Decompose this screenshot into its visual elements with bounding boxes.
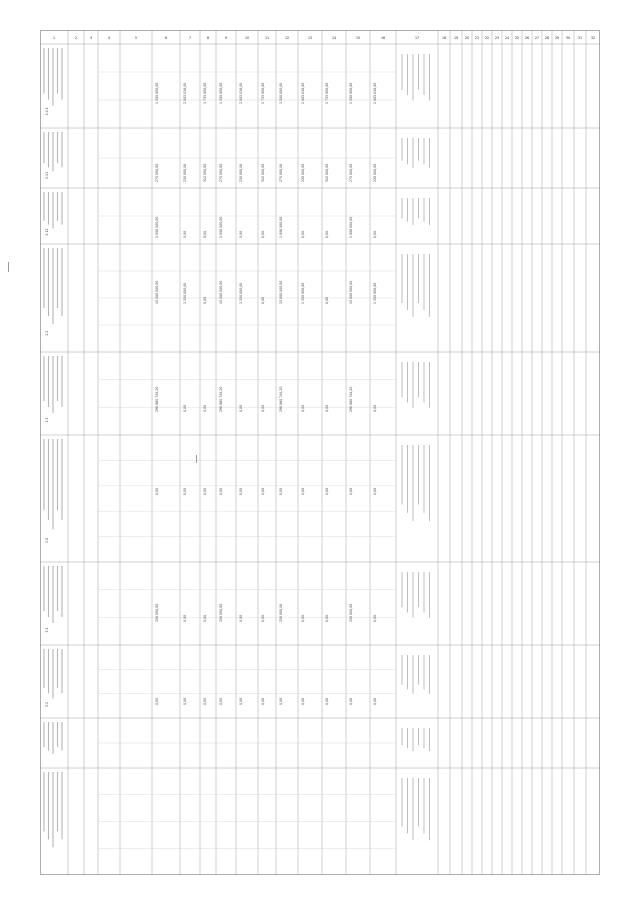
cell-value: 0,00 — [301, 230, 305, 238]
cell-value: 312 000,00 — [261, 163, 265, 182]
section-code: 2.4.1 — [45, 107, 49, 116]
cell-value: 275 000,00 — [155, 163, 159, 182]
cell-value: 0,00 — [155, 487, 159, 495]
column-number: 30 — [565, 36, 571, 40]
column-number: 28 — [544, 36, 550, 40]
cell-value: 0,00 — [261, 404, 265, 412]
cell-value: 0,00 — [325, 614, 329, 622]
cell-value: 0,00 — [183, 487, 187, 495]
column-number: 27 — [534, 36, 540, 40]
column-number: 32 — [590, 36, 596, 40]
section-code: 2.2 — [45, 330, 49, 336]
cell-value: 15 000 000,00 — [155, 280, 159, 304]
column-number: 22 — [484, 36, 490, 40]
cell-value: 0,00 — [261, 697, 265, 705]
cell-value: 15 000 000,00 — [219, 280, 223, 304]
section-code: 2.11 — [45, 171, 49, 179]
column-number: 26 — [524, 36, 530, 40]
column-number: 4 — [107, 36, 111, 40]
cell-value: 0,00 — [349, 697, 353, 705]
column-number: 1 — [52, 36, 56, 40]
stray-mark — [196, 455, 197, 463]
column-number: 6 — [164, 36, 168, 40]
cell-value: 0,00 — [325, 487, 329, 495]
column-number: 11 — [264, 36, 270, 40]
column-number: 13 — [307, 36, 313, 40]
cell-value: 0,00 — [261, 296, 265, 304]
column-number: 18 — [441, 36, 447, 40]
column-number: 20 — [464, 36, 470, 40]
cell-value: 312 000,00 — [203, 163, 207, 182]
rotated-table-sheet — [40, 30, 600, 875]
cell-value: 1 735 000,00 — [325, 82, 329, 104]
cell-value: 298 860 744,20 — [279, 386, 283, 412]
column-number: 9 — [224, 36, 228, 40]
column-number: 12 — [284, 36, 290, 40]
cell-value: 0,00 — [349, 487, 353, 495]
cell-value: 1 500 000,00 — [219, 82, 223, 104]
cell-value: 15 000 000,00 — [279, 280, 283, 304]
cell-value: 1 350 000,00 — [373, 282, 377, 304]
column-number: 3 — [89, 36, 93, 40]
cell-value: 1 350 000,00 — [301, 282, 305, 304]
cell-value: 275 000,00 — [279, 163, 283, 182]
column-number: 14 — [331, 36, 337, 40]
cell-value: 2 005 018,00 — [301, 82, 305, 104]
cell-value: 0,00 — [183, 697, 187, 705]
cell-value: 0,00 — [219, 697, 223, 705]
cell-value: 0,00 — [325, 697, 329, 705]
cell-value: 230 000,00 — [301, 163, 305, 182]
cell-value: 0,00 — [239, 230, 243, 238]
cell-value: 0,00 — [183, 230, 187, 238]
section-code: 2.12 — [45, 228, 49, 236]
column-number: 2 — [74, 36, 78, 40]
cell-value: 0,00 — [373, 487, 377, 495]
cell-value: 0,00 — [279, 487, 283, 495]
cell-value: 2 005 018,00 — [183, 82, 187, 104]
column-number: 16 — [380, 36, 386, 40]
cell-value: 0,00 — [325, 404, 329, 412]
cell-value: 230 000,00 — [239, 163, 243, 182]
cell-value: 0,00 — [261, 230, 265, 238]
cell-value: 0,00 — [239, 487, 243, 495]
cell-value: 298 860 744,20 — [155, 386, 159, 412]
cell-value: 1 500 000,00 — [349, 82, 353, 104]
cell-value: 1 735 000,00 — [203, 82, 207, 104]
cell-value: 0,00 — [373, 230, 377, 238]
cell-value: 1 500 000,00 — [279, 82, 283, 104]
cell-value: 0,00 — [301, 404, 305, 412]
cell-value: 0,00 — [239, 404, 243, 412]
section-code: 3.2 — [45, 701, 49, 708]
cell-value: 0,00 — [183, 404, 187, 412]
cell-value: 1 008 000,00 — [279, 216, 283, 238]
column-number: 25 — [514, 36, 520, 40]
cell-value: 250 000,00 — [155, 603, 159, 622]
cell-value: 0,00 — [373, 614, 377, 622]
column-number: 19 — [453, 36, 459, 40]
cell-value: 0,00 — [203, 487, 207, 495]
cell-value: 230 000,00 — [183, 163, 187, 182]
cell-value: 0,00 — [325, 296, 329, 304]
cell-value: 250 000,00 — [219, 603, 223, 622]
cell-value: 0,00 — [301, 487, 305, 495]
stray-mark — [8, 262, 9, 272]
cell-value: 0,00 — [203, 296, 207, 304]
cell-value: 0,00 — [219, 487, 223, 495]
cell-value: 1 008 000,00 — [155, 216, 159, 238]
cell-value: 275 000,00 — [349, 163, 353, 182]
cell-value: 230 000,00 — [373, 163, 377, 182]
cell-value: 275 000,00 — [219, 163, 223, 182]
column-number: 7 — [188, 36, 192, 40]
cell-value: 0,00 — [373, 404, 377, 412]
cell-value: 1 008 000,00 — [219, 216, 223, 238]
section-code: 2.3 — [45, 417, 49, 423]
cell-value: 0,00 — [325, 230, 329, 238]
cell-value: 1 008 000,00 — [349, 216, 353, 238]
cell-value: 0,00 — [261, 487, 265, 495]
column-number: 29 — [554, 36, 560, 40]
cell-value: 0,00 — [239, 614, 243, 622]
cell-value: 1 350 000,00 — [183, 282, 187, 304]
cell-value: 0,00 — [373, 697, 377, 705]
cell-value: 0,00 — [239, 697, 243, 705]
cell-value: 15 000 000,00 — [349, 280, 353, 304]
cell-value: 298 860 744,20 — [219, 386, 223, 412]
cell-value: 0,00 — [301, 614, 305, 622]
cell-value: 0,00 — [203, 404, 207, 412]
cell-value: 1 350 000,00 — [239, 282, 243, 304]
cell-value: 2 005 018,00 — [239, 82, 243, 104]
cell-value: 0,00 — [203, 614, 207, 622]
column-number: 31 — [577, 36, 583, 40]
section-code: 3.1 — [45, 627, 49, 633]
cell-value: 0,00 — [203, 230, 207, 238]
table-border — [41, 31, 600, 875]
column-number: 17 — [414, 36, 420, 40]
cell-value: 0,00 — [279, 697, 283, 705]
column-number: 5 — [134, 36, 138, 40]
column-number: 21 — [474, 36, 480, 40]
column-number: 24 — [504, 36, 510, 40]
cell-value: 1 735 000,00 — [261, 82, 265, 104]
cell-value: 250 000,00 — [349, 603, 353, 622]
column-number: 10 — [244, 36, 250, 40]
cell-value: 0,00 — [203, 697, 207, 705]
column-number: 23 — [494, 36, 500, 40]
section-code: 2.8 — [45, 537, 49, 543]
column-number: 15 — [355, 36, 361, 40]
cell-value: 0,00 — [301, 697, 305, 705]
cell-value: 312 000,00 — [325, 163, 329, 182]
column-number: 8 — [206, 36, 210, 40]
cell-value: 0,00 — [155, 697, 159, 705]
cell-value: 1 500 000,00 — [155, 82, 159, 104]
cell-value: 250 000,00 — [279, 603, 283, 622]
cell-value: 298 860 744,20 — [349, 386, 353, 412]
cell-value: 0,00 — [183, 614, 187, 622]
cell-value: 2 005 018,00 — [373, 82, 377, 104]
cell-value: 0,00 — [261, 614, 265, 622]
budget-table — [40, 30, 600, 875]
